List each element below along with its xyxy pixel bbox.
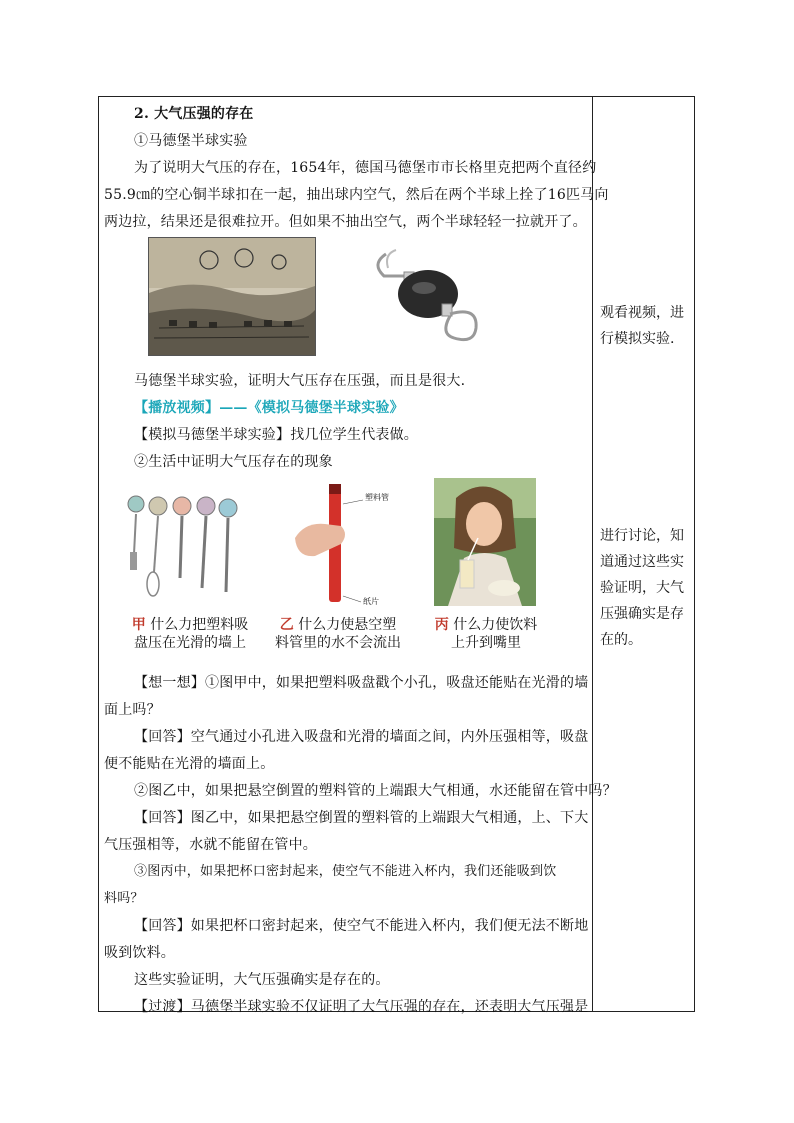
hemisphere-model-image <box>366 244 488 348</box>
conclusion-text: 马德堡半球实验，证明大气压存在压强，而且是很大. <box>134 373 466 389</box>
summary-text: 这些实验证明，大气压强确实是存在的。 <box>134 972 390 988</box>
subsection-phenomena: ②生活中证明大气压存在的现象 <box>134 454 333 470</box>
tube-label: 塑料管 <box>365 493 389 502</box>
think-question-cont: 面上吗？ <box>104 702 161 718</box>
video-link[interactable]: 【播放视频】——《模拟马德堡半球实验》 <box>134 400 404 416</box>
caption-bing-line2: 上升到嘴里 <box>451 635 521 651</box>
caption-bing-mark: 丙 <box>434 617 449 633</box>
answer-3-cont: 吸到饮料。 <box>104 945 175 961</box>
caption-yi-line1: 什么力使悬空塑 <box>293 617 397 633</box>
transition-text: 【过渡】马德堡半球实验不仅证明了大气压强的存在，还表明大气压强是 <box>134 999 589 1015</box>
caption-yi-mark: 乙 <box>279 617 294 633</box>
question-3-cont: 料吗？ <box>104 891 144 906</box>
answer-1-cont: 便不能贴在光滑的墙面上。 <box>104 756 275 772</box>
paper-label: 纸片 <box>363 597 379 606</box>
answer-1: 【回答】空气通过小孔进入吸盘和光滑的墙面之间，内外压强相等，吸盘 <box>134 729 589 745</box>
caption-yi-line2: 料管里的水不会流出 <box>275 635 401 651</box>
right-note-discussion: 进行讨论，知道通过这些实验证明，大气压强确实是存在的。 <box>600 528 684 648</box>
plastic-tube-image <box>285 478 397 610</box>
caption-jia <box>126 616 254 652</box>
girl-drinking-image <box>434 478 536 606</box>
question-3: ③图丙中，如果把杯口密封起来，使空气不能进入杯内，我们还能吸到饮 <box>134 864 557 879</box>
caption-jia-line1: 什么力把塑料吸 <box>145 617 249 633</box>
question-2: ②图乙中，如果把悬空倒置的塑料管的上端跟大气相通，水还能留在管中吗？ <box>134 783 617 799</box>
column-divider <box>592 96 593 1012</box>
answer-2: 【回答】图乙中，如果把悬空倒置的塑料管的上端跟大气相通，上、下大 <box>134 810 589 826</box>
section-heading: 2. 大气压强的存在 <box>134 106 254 122</box>
paragraph-line: 两边拉，结果还是很难拉开。但如果不抽出空气，两个半球轻轻一拉就开了。 <box>104 214 587 230</box>
paragraph-line: 55.9㎝的空心铜半球扣在一起，抽出球内空气，然后在两个半球上拴了16匹马向 <box>104 187 609 203</box>
caption-jia-line2: 盘压在光滑的墙上 <box>134 635 246 651</box>
caption-bing-line1: 什么力使饮料 <box>448 617 538 633</box>
answer-2-cont: 气压强相等，水就不能留在管中。 <box>104 837 317 853</box>
caption-yi <box>270 616 406 652</box>
magdeburg-engraving-image <box>148 237 316 356</box>
suction-cups-image <box>122 492 242 604</box>
caption-jia-mark: 甲 <box>131 617 146 633</box>
simulate-text: 【模拟马德堡半球实验】找几位学生代表做。 <box>134 427 418 443</box>
answer-3: 【回答】如果把杯口密封起来，使空气不能进入杯内，我们便无法不断地 <box>134 918 589 934</box>
paragraph-line: 为了说明大气压的存在，1654年，德国马德堡市市长格里克把两个直径约 <box>134 160 597 176</box>
think-question: 【想一想】①图甲中，如果把塑料吸盘戳个小孔，吸盘还能贴在光滑的墙 <box>134 675 589 691</box>
right-note-video: 观看视频，进行模拟实验. <box>600 305 684 347</box>
subsection-magdeburg: ①马德堡半球实验 <box>134 133 248 149</box>
caption-bing <box>428 616 544 652</box>
